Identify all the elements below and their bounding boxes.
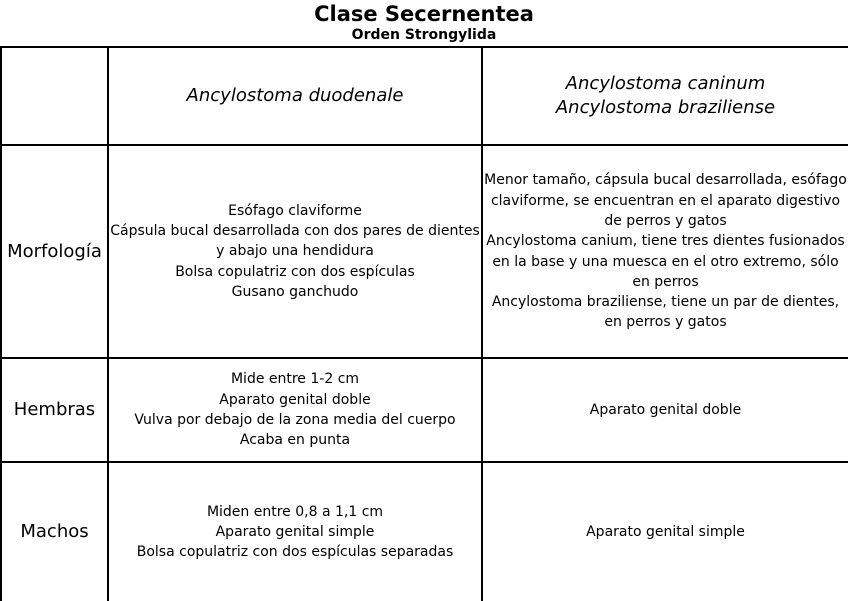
cell-line: Esófago claviforme <box>228 202 362 219</box>
cell-line: Menor tamaño, cápsula bucal desarrollada, esófago <box>484 172 847 189</box>
cell-line: Miden entre 0,8 a 1,1 cm <box>206 503 384 520</box>
species-name: Ancylostoma caninum <box>565 73 766 94</box>
cell-line: Ancylostoma canium, tiene tres dientes fusionados <box>486 233 845 250</box>
row-label-machos: Machos <box>1 462 108 601</box>
document-subtitle: Orden Strongylida <box>351 27 497 43</box>
row-morfologia <box>1 145 848 358</box>
header-row <box>1 47 848 145</box>
cell-hembras-caninum-braziliense <box>482 358 848 462</box>
cell-line: claviforme, se encuentran en el aparato digestivo <box>490 192 841 209</box>
species-name: Ancylostoma duodenale <box>186 85 404 106</box>
row-machos <box>1 462 848 601</box>
cell-machos-duodenale <box>108 462 482 601</box>
document-title: Clase Secernentea <box>314 2 534 26</box>
cell-line: Bolsa copulatriz con dos espículas <box>175 263 415 280</box>
cell-line: Aparato genital doble <box>219 391 371 408</box>
species-header-duodenale <box>108 47 482 145</box>
cell-line: Aparato genital simple <box>215 523 375 540</box>
classification-table <box>0 46 848 601</box>
cell-line: Acaba en punta <box>239 432 351 449</box>
cell-line: Aparato genital simple <box>586 523 745 540</box>
cell-line: Vulva por debajo de la zona media del cuerpo <box>134 412 456 428</box>
row-hembras <box>1 358 848 462</box>
corner-cell <box>1 47 108 145</box>
cell-line: Cápsula bucal desarrollada con dos pares de dientes <box>110 223 480 240</box>
cell-morfologia-duodenale <box>108 145 482 358</box>
cell-line: de perros y gatos <box>604 212 727 229</box>
cell-line: en la base y una muesca en el otro extremo, sólo <box>492 253 839 270</box>
cell-line: y abajo una hendidura <box>216 243 374 260</box>
row-label-hembras: Hembras <box>1 358 108 462</box>
cell-morfologia-caninum-braziliense <box>482 145 848 358</box>
cell-line: Gusano ganchudo <box>231 283 359 300</box>
cell-machos-caninum-braziliense <box>482 462 848 601</box>
cell-line: Bolsa copulatriz con dos espículas separadas <box>136 544 454 561</box>
cell-line: Mide entre 1-2 cm <box>230 371 360 388</box>
cell-line: en perros y gatos <box>604 314 727 331</box>
cell-line: en perros <box>632 273 699 290</box>
cell-line: Aparato genital doble <box>589 401 742 418</box>
cell-hembras-duodenale <box>108 358 482 462</box>
cell-line: Ancylostoma braziliense, tiene un par de dientes, <box>491 294 840 311</box>
species-header-caninum-braziliense <box>482 47 848 145</box>
species-name: Ancylostoma braziliense <box>555 97 776 118</box>
row-label-morfologia: Morfología <box>1 145 108 358</box>
